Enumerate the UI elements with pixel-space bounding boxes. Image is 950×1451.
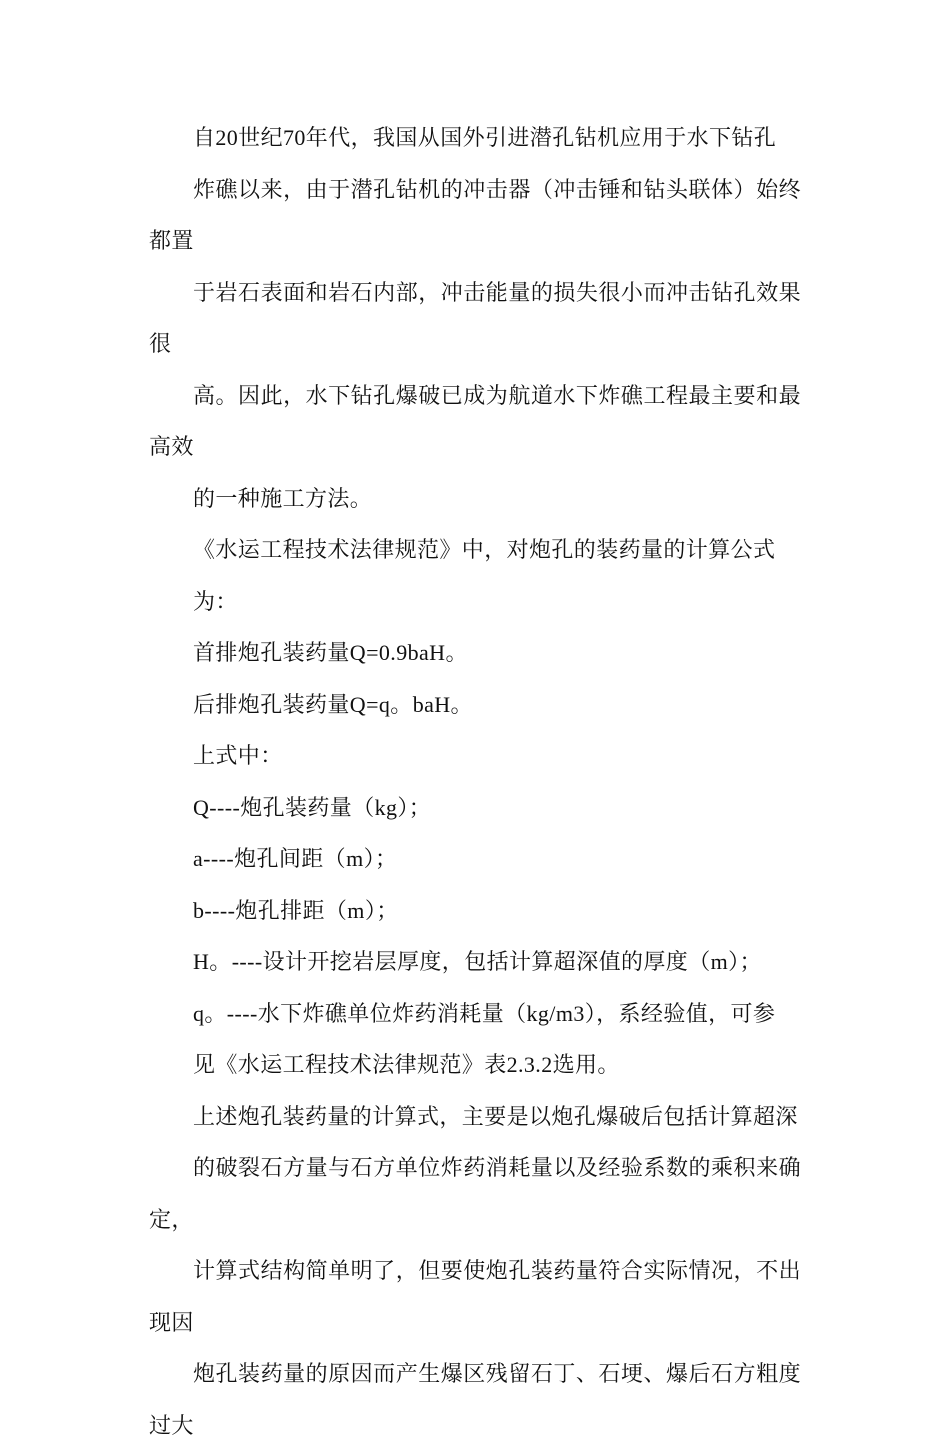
paragraph-spec-formula-intro bbox=[149, 524, 801, 627]
text-line: q。----水下炸礁单位炸药消耗量（kg/m3），系经验值，可参 bbox=[149, 988, 801, 1040]
paragraph-formula-where bbox=[149, 730, 801, 782]
paragraph-def-b bbox=[149, 885, 801, 937]
text-line: Q----炮孔装药量（kg）； bbox=[149, 782, 801, 834]
paragraph-def-q bbox=[149, 782, 801, 834]
text-line: 的破裂石方量与石方单位炸药消耗量以及经验系数的乘积来确定， bbox=[149, 1142, 801, 1245]
paragraph-intro bbox=[149, 112, 801, 524]
paragraph-formula-first-row bbox=[149, 627, 801, 679]
text-line: b----炮孔排距（m）； bbox=[149, 885, 801, 937]
text-line: 《水运工程技术法律规范》中，对炮孔的装药量的计算公式 bbox=[149, 524, 801, 576]
text-line: 炮孔装药量的原因而产生爆区残留石丁、石埂、爆后石方粗度过大 bbox=[149, 1348, 801, 1451]
paragraph-def-h bbox=[149, 936, 801, 988]
text-line: 首排炮孔装药量Q=0.9baH。 bbox=[149, 627, 801, 679]
text-line: 自20世纪70年代，我国从国外引进潜孔钻机应用于水下钻孔 bbox=[149, 112, 801, 164]
text-line: H。----设计开挖岩层厚度，包括计算超深值的厚度（m）； bbox=[149, 936, 801, 988]
text-line: 见《水运工程技术法律规范》表2.3.2选用。 bbox=[149, 1039, 801, 1091]
text-line: a----炮孔间距（m）； bbox=[149, 833, 801, 885]
text-line: 炸礁以来，由于潜孔钻机的冲击器（冲击锤和钻头联体）始终都置 bbox=[149, 164, 801, 267]
text-line: 为： bbox=[149, 576, 801, 628]
paragraph-formula-back-row bbox=[149, 679, 801, 731]
paragraph-def-q0 bbox=[149, 988, 801, 1091]
text-line: 上述炮孔装药量的计算式，主要是以炮孔爆破后包括计算超深 bbox=[149, 1091, 801, 1143]
text-line: 上式中： bbox=[149, 730, 801, 782]
text-line: 高。因此，水下钻孔爆破已成为航道水下炸礁工程最主要和最高效 bbox=[149, 370, 801, 473]
document-body bbox=[149, 112, 801, 1451]
text-line: 计算式结构简单明了，但要使炮孔装药量符合实际情况，不出现因 bbox=[149, 1245, 801, 1348]
text-line: 的一种施工方法。 bbox=[149, 473, 801, 525]
text-line: 后排炮孔装药量Q=q。baH。 bbox=[149, 679, 801, 731]
text-line: 于岩石表面和岩石内部，冲击能量的损失很小而冲击钻孔效果很 bbox=[149, 267, 801, 370]
paragraph-analysis bbox=[149, 1091, 801, 1451]
paragraph-def-a bbox=[149, 833, 801, 885]
